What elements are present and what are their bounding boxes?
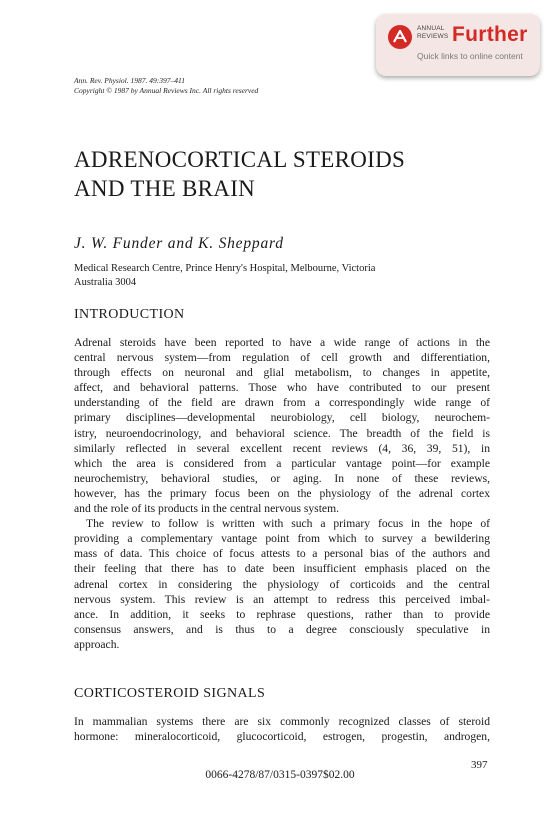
page-number: 397 <box>471 759 488 771</box>
text-line: consensus answers, and is thus to a degree consciously speculative in <box>74 622 490 636</box>
text-line: nervous system. This review is an attempt to redress this perceived imbal- <box>74 592 490 606</box>
text-line: which the area is considered from a particular vantage point—for example <box>74 456 490 470</box>
text-line: central nervous system—from regulation of cell growth and differentiation, <box>74 351 490 365</box>
citation-copyright: Copyright © 1987 by Annual Reviews Inc. All rights reserved <box>74 86 259 95</box>
text-line: however, has the primary focus been on the physiology of the adrenal cortex <box>74 486 490 500</box>
annual-reviews-further-badge[interactable] <box>376 14 540 76</box>
footer-fee-code: 0066-4278/87/0315-0397$02.00 <box>205 769 355 781</box>
text-line: affect, and behavioral patterns. Those who have contributed to our present <box>74 381 490 395</box>
authors: J. W. Funder and K. Sheppard <box>74 235 284 252</box>
affiliation-line-1: Medical Research Centre, Prince Henry's Hospital, Melbourne, Victoria <box>74 263 376 274</box>
section-heading-corticosteroid-signals: CORTICOSTEROID SIGNALS <box>74 686 266 701</box>
citation <box>74 76 258 96</box>
section-heading-introduction: INTRODUCTION <box>74 307 185 322</box>
text-line: hormone: mineralocorticoid, glucocorticoid, estrogen, progestin, androgen, <box>74 730 490 744</box>
title-line-2: AND THE BRAIN <box>74 176 256 201</box>
badge-publisher-text <box>417 25 448 40</box>
text-line: mass of data. This choice of focus attests to a personal bias of the authors and <box>74 547 490 561</box>
corticosteroid-body <box>74 714 490 744</box>
text-line: through effects on neuronal and glial metabolism, to changes in appetite, <box>74 366 490 380</box>
affiliation-line-2: Australia 3004 <box>74 277 137 288</box>
text-line: istry, neuroendocrinology, and behavioral science. The breadth of the field is <box>74 426 490 440</box>
text-line: approach. <box>74 637 120 651</box>
text-line: understanding of the field are drawn from a correspondingly wide range of <box>74 396 490 410</box>
text-line: The review to follow is written with such a primary focus in the hope of <box>86 517 490 531</box>
badge-annual-label: ANNUAL <box>417 25 445 32</box>
text-line: ance. In addition, it seeks to rephrase questions, rather than to provide <box>74 607 490 621</box>
text-line: primary disciplines—developmental neurobiology, cell biology, neurochem- <box>74 411 490 425</box>
text-line: their feeling that there has to date been insufficient emphasis placed on the <box>74 562 490 576</box>
text-line: In mammalian systems there are six commonly recognized classes of steroid <box>74 715 490 728</box>
text-line: and the role of its products in the central nervous system. <box>74 502 339 516</box>
text-line: similarly reflected in several excellent recent reviews (4, 36, 39, 51), in <box>74 441 490 455</box>
article-title <box>74 145 405 203</box>
title-line-1: ADRENOCORTICAL STEROIDS <box>74 147 406 172</box>
badge-reviews-label: REVIEWS <box>417 32 449 40</box>
badge-subtitle: Quick links to online content <box>417 51 523 61</box>
affiliation <box>74 262 375 290</box>
text-line: Adrenal steroids have been reported to have a wide range of actions in the <box>74 336 490 349</box>
text-line: neurochemistry, behavioral studies, or aging. In none of these reviews, <box>74 471 490 485</box>
text-line: providing a complementary vantage point from which to survey a bewildering <box>74 532 490 546</box>
introduction-body <box>74 335 490 652</box>
badge-further-label: Further <box>452 23 528 46</box>
annual-reviews-logo-icon <box>388 25 412 49</box>
text-line: adrenal cortex in considering the physiology of corticoids and the central <box>74 577 490 591</box>
citation-journal: Ann. Rev. Physiol. 1987. 49:397–411 <box>74 76 185 85</box>
